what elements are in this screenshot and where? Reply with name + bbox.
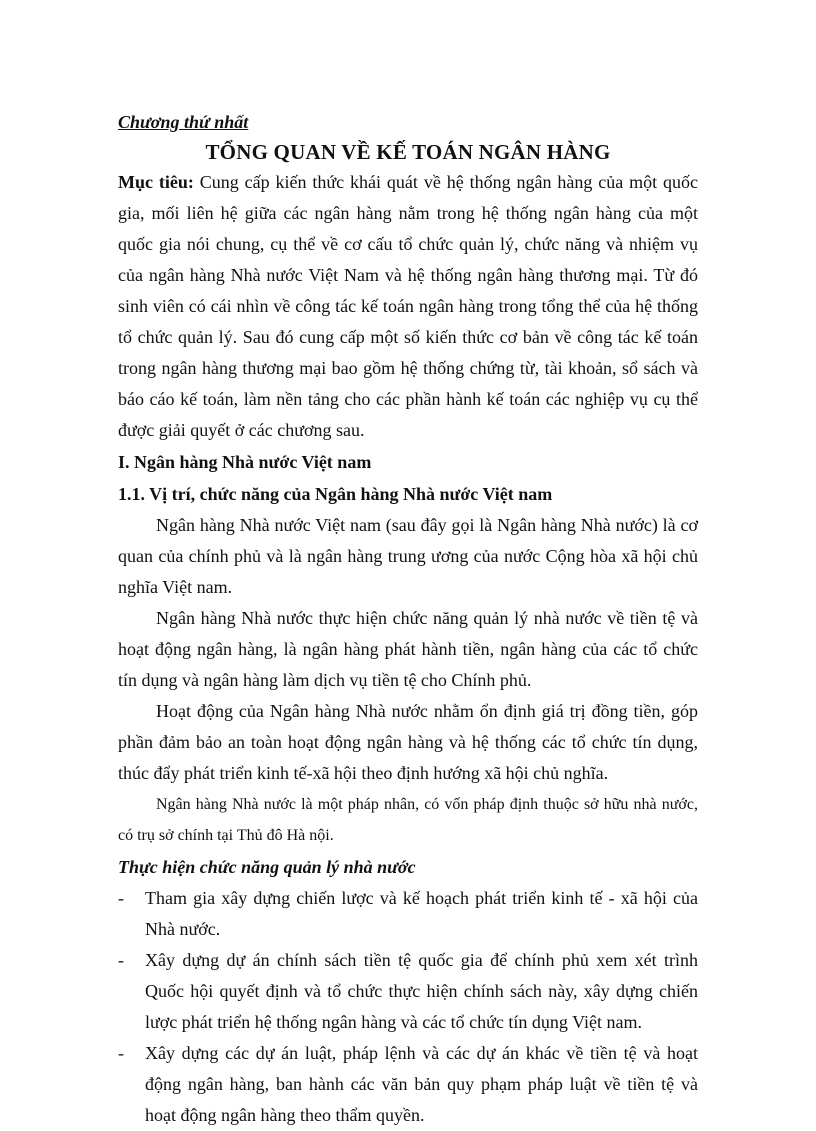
list-item <box>118 883 698 945</box>
bullet-marker: - <box>118 888 124 908</box>
page-content <box>118 107 698 1131</box>
objective-text: Cung cấp kiến thức khái quát về hệ thống ngân hàng của một quốc gia, mối liên hệ giữa các ngân hàng nằm trong hệ thống ngân hàng của một quốc gia nói chung, cụ thể về cơ cấu tổ chức quản lý, chức năng và nhiệm vụ của ngân hàng Nhà nước Việt Nam và hệ thống ngân hàng thương mại. Từ đó sinh viên có cái nhìn về công tác kế toán ngân hàng trong tổng thể của hệ thống tổ chức quản lý. Sau đó cung cấp một số kiến thức cơ bản về công tác kế toán trong ngân hàng thương mại bao gồm hệ thống chứng từ, tài khoản, sổ sách và báo cáo kế toán, làm nền tảng cho các phần hành kế toán các nghiệp vụ cụ thể được giải quyết ở các chương sau. <box>118 172 698 440</box>
body-paragraph: Ngân hàng Nhà nước thực hiện chức năng quản lý nhà nước về tiền tệ và hoạt động ngân hàng, là ngân hàng phát hành tiền, ngân hàng của các tổ chức tín dụng và ngân hàng làm dịch vụ tiền tệ cho Chính phủ. <box>118 608 698 690</box>
body-paragraph: Ngân hàng Nhà nước là một pháp nhân, có vốn pháp định thuộc sở hữu nhà nước, có trụ sở chính tại Thủ đô Hà nội. <box>118 796 698 844</box>
list-item-text: Tham gia xây dựng chiến lược và kế hoạch phát triển kinh tế - xã hội của Nhà nước. <box>145 888 698 939</box>
management-heading: Thực hiện chức năng quản lý nhà nước <box>118 857 416 877</box>
list-item-text: Xây dựng dự án chính sách tiền tệ quốc gia để chính phủ xem xét trình Quốc hội quyết định và tổ chức thực hiện chính sách này, xây dựng chiến lược phát triển hệ thống ngân hàng và các tổ chức tín dụng Việt nam. <box>145 950 698 1032</box>
objective-lead: Mục tiêu: <box>118 172 194 192</box>
chapter-title: TỔNG QUAN VỀ KẾ TOÁN NGÂN HÀNG <box>205 140 611 164</box>
objective-paragraph <box>118 167 698 446</box>
bullet-marker: - <box>118 1043 124 1063</box>
chapter-label: Chương thứ nhất <box>118 112 249 132</box>
list-item <box>118 1038 698 1131</box>
section-heading-1: I. Ngân hàng Nhà nước Việt nam <box>118 452 372 472</box>
list-item <box>118 945 698 1038</box>
management-list <box>118 883 698 1131</box>
body-paragraph: Hoạt động của Ngân hàng Nhà nước nhằm ổn định giá trị đồng tiền, góp phần đảm bảo an toàn hoạt động ngân hàng và hệ thống các tổ chức tín dụng, thúc đẩy phát triển kinh tế-xã hội theo định hướng xã hội chủ nghĩa. <box>118 701 698 783</box>
section-heading-1-1: 1.1. Vị trí, chức năng của Ngân hàng Nhà nước Việt nam <box>118 484 553 504</box>
list-item-text: Xây dựng các dự án luật, pháp lệnh và các dự án khác về tiền tệ và hoạt động ngân hàng, ban hành các văn bản quy phạm pháp luật về tiền tệ và hoạt động ngân hàng theo thẩm quyền. <box>145 1043 698 1125</box>
bullet-marker: - <box>118 950 124 970</box>
body-paragraph: Ngân hàng Nhà nước Việt nam (sau đây gọi là Ngân hàng Nhà nước) là cơ quan của chính phủ và là ngân hàng trung ương của nước Cộng hòa xã hội chủ nghĩa Việt nam. <box>118 515 698 597</box>
